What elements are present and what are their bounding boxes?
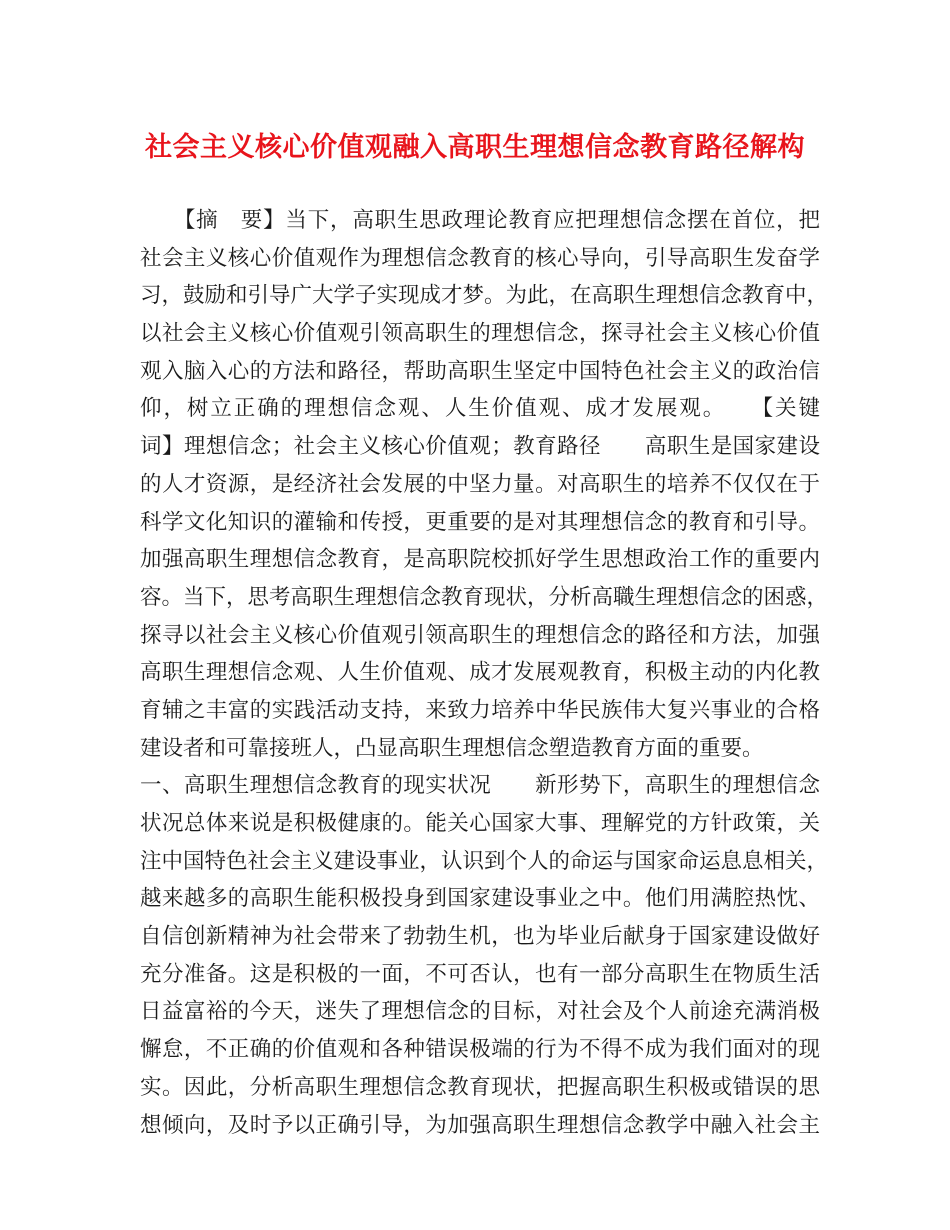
body-line: 【摘 要】当下，高职生思政理论教育应把理想信念摆在首位，把 [140,208,820,233]
body-line: 加强高职生理想信念教育，是高职院校抓好学生思想政治工作的重要内 [140,547,820,573]
body-line: 观入脑入心的方法和路径，帮助高职生坚定中国特色社会主义的政治信 [140,358,820,384]
body-line: 充分准备。这是积极的一面，不可否认，也有一部分高职生在物质生活 [140,961,820,987]
body-line: 建设者和可靠接班人，凸显高职生理想信念塑造教育方面的重要。 [140,735,764,761]
document-title: 社会主义核心价值观融入高职生理想信念教育路径解构 [145,132,805,163]
body-line: 注中国特色社会主义建设事业，认识到个人的命运与国家命运息息相关， [140,848,829,874]
body-line: 一、高职生理想信念教育的现实状况 新形势下，高职生的理想信念 [140,773,820,799]
body-line: 社会主义核心价值观作为理想信念教育的核心导向，引导高职生发奋学 [140,245,820,271]
body-line: 仰，树立正确的理想信念观、人生价值观、成才发展观。 【关键 [140,396,820,422]
body-line: 探寻以社会主义核心价值观引领高职生的理想信念的路径和方法，加强 [140,622,820,648]
body-line: 以社会主义核心价值观引领高职生的理想信念，探寻社会主义核心价值 [140,321,820,347]
body-line: 容。当下，思考高职生理想信念教育现状，分析高職生理想信念的困惑， [140,584,829,610]
body-line: 状况总体来说是积极健康的。能关心国家大事、理解党的方针政策，关 [140,811,820,836]
body-line: 懈怠，不正确的价值观和各种错误极端的行为不得不成为我们面对的现 [140,1037,820,1063]
body-line: 自信创新精神为社会带来了勃勃生机，也为毕业后献身于国家建设做好 [140,924,820,950]
body-line: 习，鼓励和引导广大学子实现成才梦。为此，在高职生理想信念教育中， [140,283,829,309]
body-line: 想倾向，及时予以正确引导，为加强高职生理想信念教学中融入社会主 [140,1112,820,1138]
body-line: 科学文化知识的灌输和传授，更重要的是对其理想信念的教育和引导。 [140,509,820,535]
body-line: 的人才资源，是经济社会发展的中坚力量。对高职生的培养不仅仅在于 [140,471,820,497]
body-line: 越来越多的高职生能积极投身到国家建设事业之中。他们用满腔热忱、 [140,886,820,912]
body-line: 实。因此，分析高职生理想信念教育现状，把握高职生积极或错误的思 [140,1074,820,1100]
body-line: 育辅之丰富的实践活动支持，来致力培养中华民族伟大复兴事业的合格 [140,697,820,723]
document-body [140,202,829,1144]
body-line: 词】理想信念；社会主义核心价值观；教育路径 高职生是国家建设 [140,434,820,460]
body-line: 高职生理想信念观、人生价值观、成才发展观教育，积极主动的内化教 [140,660,820,686]
body-line: 日益富裕的今天，迷失了理想信念的目标，对社会及个人前途充满消极 [140,999,820,1025]
